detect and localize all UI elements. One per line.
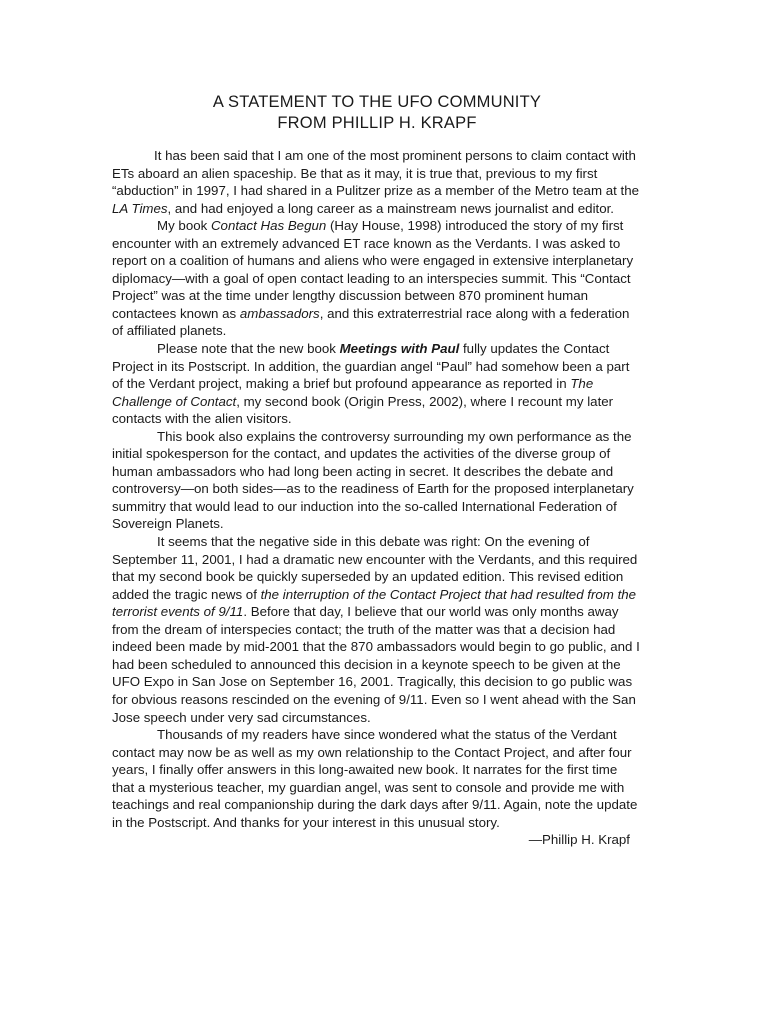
paragraph-3 [112,340,642,428]
italic-text: the interruption of the Contact Project that had resulted from the terrorist events of 9/11 [112,586,637,620]
paragraph-text: My book [157,218,211,234]
paragraph-text: Please note that the new book [157,341,340,357]
paragraph-4 [112,428,642,533]
italic-text: ambassadors [239,305,320,321]
bold-italic-text: Meetings with Paul [339,341,460,357]
paragraph-text: , and this extraterrestrial race along with a federation of affiliated planets. [112,305,630,339]
signature: —Phillip H. Krapf [528,832,630,848]
paragraph-text: This book also explains the controversy surrounding my own performance as the initial spokesperson for the contact, and updates the activities of the diverse group of human ambassadors who had long been acting in secret. It describes the debate and controversy—on both sides—as to the readiness of Earth for the proposed interplanetary summitry that would lead to our induction into the so-called International Federation of Sovereign Planets. [112,428,634,532]
paragraph-text: (Hay House, 1998) introduced the story of my first encounter with an extremely advanced ET race known as the Verdants. I was asked to report on a coalition of humans and aliens who were engaged in extensive interplanetary diplomacy—with a goal of open contact leading to an interspecies summit. This “Contact Project” was at the time under lengthy discussion between 870 prominent human contactees known as [112,218,634,321]
paragraph-text: It has been said that I am one of the most prominent persons to claim contact with ETs aboard an alien spaceship. Be that as it may, it is true that, previous to my first “abduction” in 1997, I had shared in a Pulitzer prize as a member of the Metro team at the [112,148,639,199]
paragraph-text: Thousands of my readers have since wondered what the status of the Verdant contact may now be as well as my own relationship to the Contact Project, and after four years, I finally offer answers in this long-awaited new book. It narrates for the first time that a mysterious teacher, my guardian angel, was sent to console and provide me with teachings and real companionship during the dark days after 9/11. Again, note the update in the Postscript. And thanks for your interest in this unusual story. [112,727,638,830]
paragraph-text: , my second book (Origin Press, 2002), where I recount my later contacts with the alien visitors. [112,393,614,427]
paragraph-2 [112,217,642,340]
italic-text: The Challenge of Contact [112,376,594,409]
paragraph-6 [112,726,642,831]
title-line-2: FROM PHILLIP H. KRAPF [277,114,477,132]
paragraph-1 [112,147,642,217]
paragraph-text: . Before that day, I believe that our world was only months away from the dream of interspecies contact; the truth of the matter was that a decision had indeed been made by mid-2001 that the 870 ambassadors would begin to go public, and I had been scheduled to announced this decision in a keynote speech to be given at the UFO Expo in San Jose on September 16, 2001. Tragically, this decision to go public was for obvious reasons rescinded on the evening of 9/11. Even so I went ahead with the San Jose speech under very sad circumstances. [112,604,640,725]
paragraph-text: fully updates the Contact Project in its Postscript. In addition, the guardian angel “Paul” had somehow been a part of the Verdant project, making a brief but profound appearance as reported in [112,341,630,392]
italic-text: Contact Has Begun [210,218,327,234]
page-title [112,92,642,134]
paragraph-text: , and had enjoyed a long career as a mainstream news journalist and editor. [167,200,614,216]
italic-text: LA Times [112,200,168,216]
document-page [112,92,642,849]
paragraph-text: It seems that the negative side in this debate was right: On the evening of September 11, 2001, I had a dramatic new encounter with the Verdants, and this required that my second book be quickly superseded by an updated edition. This revised edition added the tragic news of [112,534,638,602]
title-line-1: A STATEMENT TO THE UFO COMMUNITY [212,93,542,111]
paragraph-5 [112,533,642,726]
